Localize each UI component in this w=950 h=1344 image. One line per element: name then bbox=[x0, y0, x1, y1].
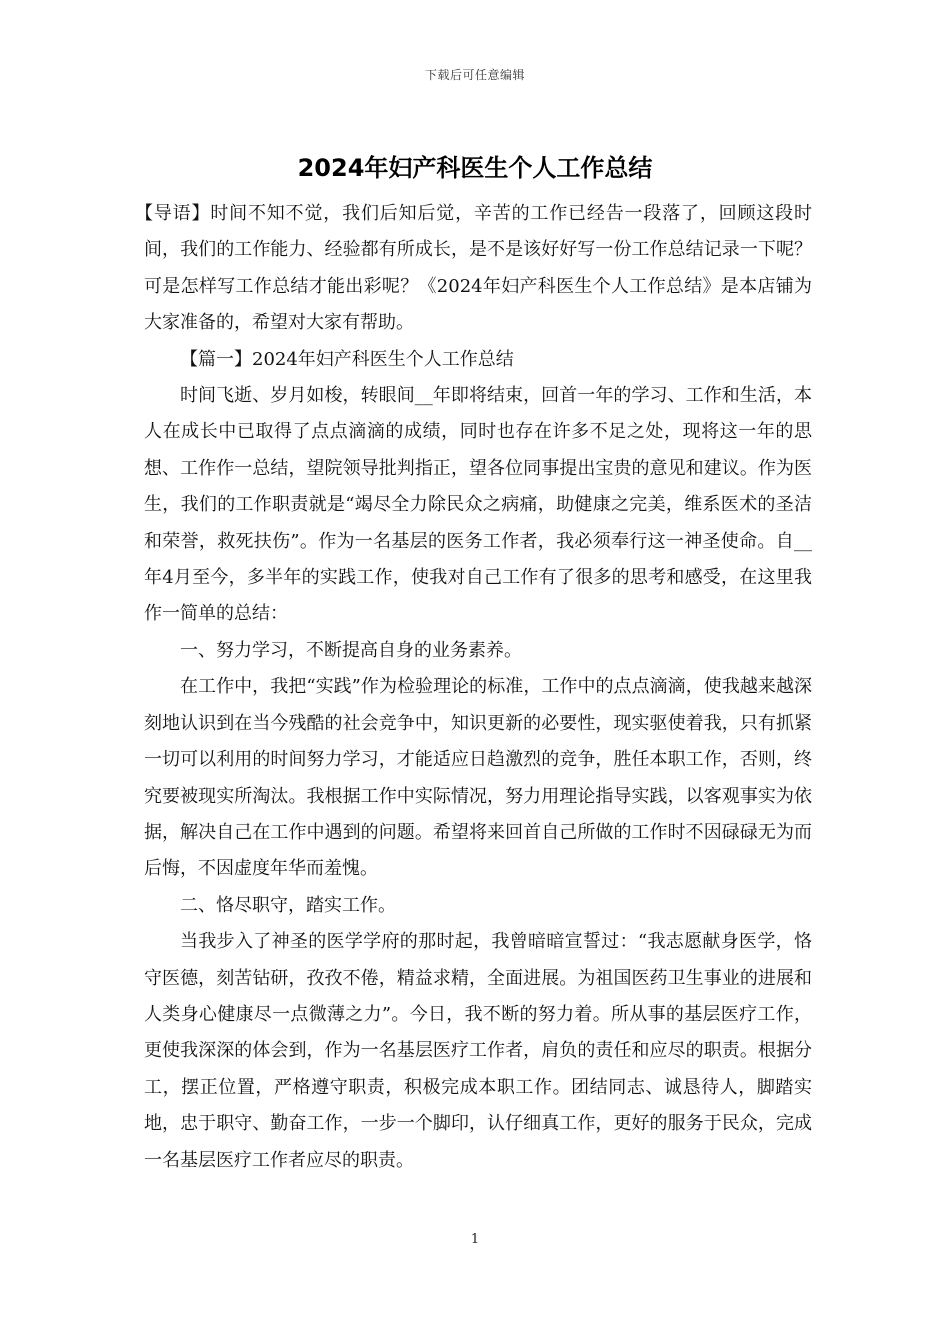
body-paragraph: 时间飞逝、岁月如梭，转眼间__年即将结束，回首一年的学习、工作和生活，本人在成长中已取得了点点滴滴的成绩，同时也存在许多不足之处，现将这一年的思想、工作作一总结，望院领导批判指正，望各位同事提出宝贵的意见和建议。作为医生，我们的工作职责就是“竭尽全力除民众之病痛，助健康之完美，维系医术的圣洁和荣誉，救死扶伤”。作为一名基层的医务工作者，我必须奉行这一神圣使命。自__年4月至今，多半年的实践工作，使我对自己工作有了很多的思考和感受，在这里我作一简单的总结： bbox=[144, 385, 812, 625]
document-body bbox=[135, 196, 812, 1179]
section-heading-part-one: 【篇一】2024年妇产科医生个人工作总结 bbox=[180, 348, 514, 370]
section-heading-study: 一、努力学习，不断提高自身的业务素养。 bbox=[180, 639, 522, 661]
intro-paragraph: 【导语】时间不知不觉，我们后知后觉，辛苦的工作已经告一段落了，回顾这段时间，我们的工作能力、经验都有所成长，是不是该好好写一份工作总结记录一下呢？可是怎样写工作总结才能出彩呢？《2024年妇产科医生个人工作总结》是本店铺为大家准备的，希望对大家有帮助。 bbox=[135, 203, 812, 334]
document-title: 2024年妇产科医生个人工作总结 bbox=[297, 154, 653, 182]
body-paragraph: 当我步入了神圣的医学学府的那时起，我曾暗暗宣誓过：“我志愿献身医学，恪守医德，刻苦钻研，孜孜不倦，精益求精，全面进展。为祖国医药卫生事业的进展和人类身心健康尽一点微薄之力”。今日，我不断的努力着。所从事的基层医疗工作，更使我深深的体会到，作为一名基层医疗工作者，肩负的责任和应尽的职责。根据分工，摆正位置，严格遵守职责，积极完成本职工作。团结同志、诚恳待人，脚踏实地，忠于职守、勤奋工作，一步一个脚印，认仔细真工作，更好的服务于民众，完成一名基层医疗工作者应尽的职责。 bbox=[144, 931, 812, 1171]
section-heading-duty: 二、恪尽职守，踏实工作。 bbox=[180, 894, 396, 916]
page-number: 1 bbox=[470, 1232, 480, 1247]
body-paragraph: 在工作中，我把“实践”作为检验理论的标准，工作中的点点滴滴，使我越来越深刻地认识到在当今残酷的社会竞争中，知识更新的必要性，现实驱使着我，只有抓紧一切可以利用的时间努力学习，才能适应日趋激烈的竞争，胜任本职工作，否则，终究要被现实所淘汰。我根据工作中实际情况，努力用理论指导实践，以客观事实为依据，解决自己在工作中遇到的问题。希望将来回首自己所做的工作时不因碌碌无为而后悔，不因虚度年华而羞愧。 bbox=[144, 676, 812, 880]
header-note: 下载后可任意编辑 bbox=[424, 68, 525, 82]
